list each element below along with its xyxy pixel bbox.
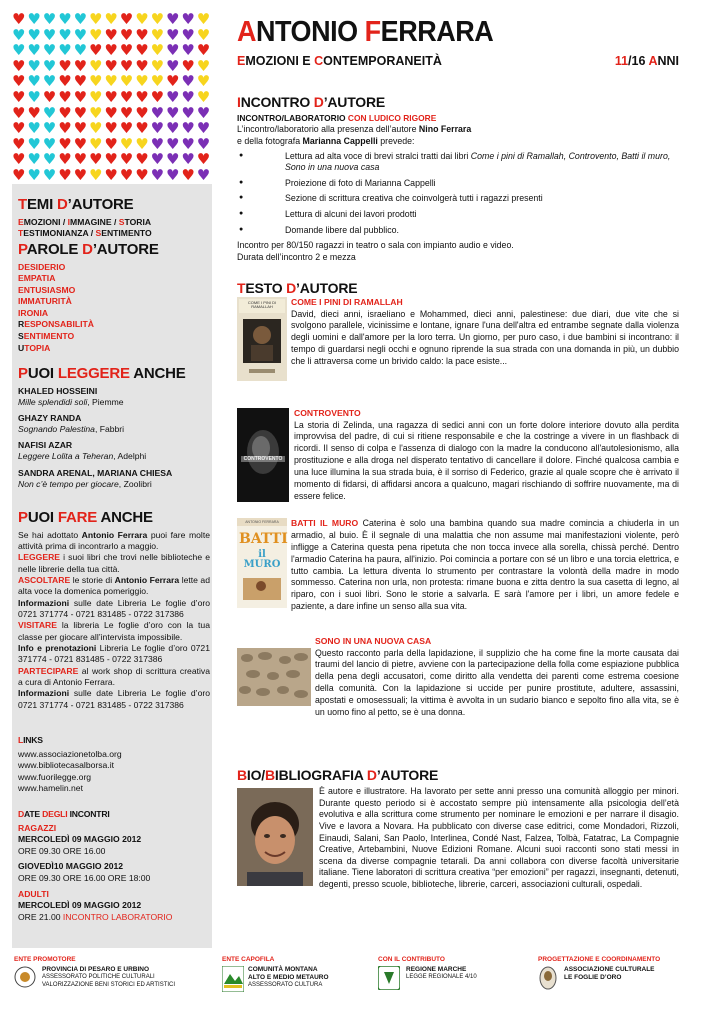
fare-heading: PUOI FARE ANCHE	[18, 509, 153, 526]
parole-heading: PAROLE D’AUTORE	[18, 241, 159, 258]
heart-icon: ♥	[73, 72, 88, 91]
cover-text: COME I PINI DI RAMALLAH	[247, 300, 277, 310]
footer-sub: ASSESSORATO POLITICHE CULTURALI	[42, 974, 155, 981]
heart-icon: ♥	[150, 41, 165, 60]
heart-icon: ♥	[119, 103, 134, 122]
book-description: Questo racconto parla della lapidazione, il supplizio che ha come fine la morte causata dai traumi del lancio di pietre, avviene con la partecipazione della folla come espiazione pubblica della pena degli accusatori, come diritto alla vendetta dei parenti come estrema coesione della comunità. Con la lapidazione si uccide per punire prostitute, adultere, assassini, apostati e omosessuali; la vittima è avvolta in un sudario bianco e sepolto fino alla vita, se è un uomo fino al petto, se è una donna.	[315, 647, 679, 717]
list-item: ● Domande libere dal pubblico.	[237, 225, 679, 237]
heart-icon: ♥	[196, 150, 211, 169]
fare-paragraph: VISITARE la libreria Le foglie d’oro con la tua classe per giocare all’intervista impossibile.	[18, 620, 210, 642]
book-block-nuova-casa	[237, 636, 679, 726]
heart-icon: ♥	[119, 12, 134, 28]
heart-icon: ♥	[12, 150, 26, 169]
heart-icon: ♥	[196, 12, 211, 28]
book-description: David, dieci anni, israeliano e Mohammed, dieci anni, palestinese: due diari, due vite che si svolgono parallele, vicinissime e lontane, ignare l'una dell'altra ed entrambe segnate dalla violenza degli uomini e dall'amore per la loro terra. Un giorno, per puro caso, i due bambini si incontrano: il tempo di guardarsi negli occhi e ognuno riprende la sua strada con una domanda in più, un dubbio che li attraversa come un brivido caldo: la pace esiste...	[291, 308, 679, 367]
footer-contributo	[378, 956, 528, 981]
book-description: La storia di Zelinda, una ragazza di sedici anni con un forte dolore interiore dovuto alla perdita improvvisa del padre, di cui si ritiene responsabile e che la costringe a vivere in un flashback di ricordi. Il senso di colpa e l'assenza di dialogo con la madre la conducono all'autolesionismo, alla prostituzione e alla droga nel disperato tentativo di cancellare il dolore. Finché qualcosa cambia e una luce illumina la sua strada buia, è il sorriso di Federico, grazie al quale scopre che è arrivato il momento di fidarsi, di affidarsi ancora a qualcuno, magari rischiando di soffrire nuovamente, ma di essere felice.	[294, 419, 679, 501]
heart-icon: ♥	[73, 25, 88, 44]
heart-icon: ♥	[58, 150, 72, 169]
date-heading: DATE DEGLI INCONTRI	[18, 809, 110, 819]
heart-icon: ♥	[119, 119, 134, 138]
sidebar	[12, 12, 212, 948]
fare-paragraph: ASCOLTARE le storie di Antonio Ferrara lette ad alta voce la domenica pomeriggio.	[18, 574, 210, 597]
heart-icon: ♥	[12, 25, 26, 44]
heart-icon: ♥	[181, 72, 195, 91]
heart-icon: ♥	[12, 12, 26, 28]
heart-icon: ♥	[135, 72, 149, 91]
heart-icon: ♥	[27, 103, 41, 122]
heart-icon: ♥	[27, 134, 41, 153]
comunita-logo-icon	[222, 966, 244, 992]
link-item[interactable]: www.hamelin.net	[18, 783, 83, 794]
incontro-heading: INCONTRO D’AUTORE	[237, 94, 386, 110]
date-group-adulti: ADULTI	[18, 888, 49, 899]
heart-icon: ♥	[166, 134, 180, 153]
heart-icon: ♥	[73, 41, 88, 60]
heart-icon: ♥	[104, 41, 118, 60]
footer-name: ALTO E MEDIO METAURO	[248, 974, 329, 982]
footer-sub: VALORIZZAZIONE BENI STORICI ED ARTISTICI	[42, 981, 176, 988]
heart-icon: ♥	[135, 119, 149, 138]
book-title: COME I PINI DI RAMALLAH	[291, 297, 403, 307]
page-subtitle: EMOZIONI E CONTEMPORANEITÀ 11/16 ANNI	[237, 54, 679, 68]
heart-icon: ♥	[58, 103, 72, 122]
parola-item: RESPONSABILITÀ	[18, 319, 94, 330]
heart-icon: ♥	[150, 72, 165, 91]
book-block-controvento	[237, 408, 679, 508]
heart-icon: ♥	[73, 150, 88, 169]
heart-icon: ♥	[181, 12, 195, 28]
heart-icon: ♥	[12, 56, 26, 75]
heart-icon: ♥	[104, 119, 118, 138]
book-cover-controvento	[237, 408, 289, 502]
heart-icon: ♥	[135, 150, 149, 169]
heart-icon: ♥	[89, 72, 103, 91]
footer-name: LE FOGLIE D’ORO	[564, 974, 622, 982]
heart-icon: ♥	[150, 134, 165, 153]
leggere-heading: PUOI LEGGERE ANCHE	[18, 365, 186, 382]
incontro-duration: Durata dell’incontro 2 e mezza	[237, 251, 356, 262]
incontro-subheading: INCONTRO/LABORATORIO CON LUDICO RIGORE	[237, 113, 437, 124]
leggere-section	[18, 364, 210, 495]
heart-icon: ♥	[135, 88, 149, 106]
heart-icon: ♥	[12, 103, 26, 122]
fare-paragraph: PARTECIPARE al work shop di scrittura creativa a cura di Antonio Ferrara.	[18, 665, 210, 687]
heart-icon: ♥	[42, 12, 57, 28]
heart-icon: ♥	[166, 56, 180, 75]
testo-heading: TESTO D’AUTORE	[237, 280, 358, 296]
heart-icon: ♥	[135, 25, 149, 44]
links-section	[18, 735, 210, 795]
date-day: GIOVEDÌ10 MAGGIO 2012	[18, 861, 124, 872]
heart-icon: ♥	[42, 150, 57, 169]
heart-icon: ♥	[119, 72, 134, 91]
heart-icon: ♥	[58, 25, 72, 44]
book-block-batti	[237, 518, 679, 618]
footer-sub: LEGGE REGIONALE 4/10	[406, 974, 477, 981]
parola-item: EMPATIA	[18, 273, 56, 284]
temi-section	[18, 195, 210, 240]
heart-icon: ♥	[58, 41, 72, 60]
cover-title-2: il MURO	[243, 549, 281, 570]
heart-icon: ♥	[181, 56, 195, 75]
book-item: GHAZY RANDA Sognando Palestina, Fabbri	[18, 412, 125, 435]
book-title: CONTROVENTO	[294, 408, 361, 418]
footer-sub: ASSESSORATO CULTURA	[248, 982, 323, 989]
heart-icon: ♥	[42, 56, 57, 75]
heart-icon: ♥	[150, 56, 165, 75]
heart-icon: ♥	[104, 88, 118, 106]
heart-icon: ♥	[27, 12, 41, 28]
heart-icon: ♥	[58, 72, 72, 91]
hearts-pattern	[12, 12, 212, 184]
heart-icon: ♥	[42, 25, 57, 44]
heart-icon: ♥	[73, 12, 88, 28]
heart-icon: ♥	[196, 72, 211, 91]
footer-promotore	[14, 956, 214, 988]
incontro-intro: L’incontro/laboratorio alla presenza dell’autore Nino Ferrara	[237, 124, 472, 135]
fare-paragraph: LEGGERE i suoi libri che trovi nelle biblioteche e nelle librerie della tua città.	[18, 552, 210, 574]
heart-icon: ♥	[42, 103, 57, 122]
book-text	[315, 636, 679, 719]
bio-heading: BIO/BIBLIOGRAFIA D’AUTORE	[237, 767, 439, 783]
heart-icon: ♥	[12, 134, 26, 153]
heart-icon: ♥	[73, 56, 88, 75]
heart-icon: ♥	[89, 88, 103, 106]
book-title: BATTI IL MURO	[291, 518, 359, 528]
heart-icon: ♥	[181, 119, 195, 138]
heart-icon: ♥	[58, 166, 72, 184]
heart-icon: ♥	[104, 134, 118, 153]
bio-section	[237, 766, 679, 891]
heart-icon: ♥	[89, 25, 103, 44]
author-photo	[237, 788, 313, 886]
age-range: 11/16 ANNI	[614, 54, 679, 68]
incontro-list	[237, 151, 679, 237]
footer-name: PROVINCIA DI PESARO E URBINO	[42, 966, 150, 973]
footer-capofila	[222, 956, 372, 989]
heart-icon: ♥	[119, 134, 134, 153]
footer-name: REGIONE MARCHE	[406, 966, 467, 973]
heart-icon: ♥	[89, 12, 103, 28]
heart-icon: ♥	[12, 41, 26, 60]
heart-icon: ♥	[42, 119, 57, 138]
heart-icon: ♥	[42, 88, 57, 106]
heart-icon: ♥	[181, 41, 195, 60]
heart-icon: ♥	[58, 88, 72, 106]
heart-icon: ♥	[196, 25, 211, 44]
heart-icon: ♥	[27, 150, 41, 169]
heart-icon: ♥	[166, 72, 180, 91]
link-item[interactable]: www.bibliotecasalborsa.it	[18, 760, 115, 771]
parola-item: IMMATURITÀ	[18, 296, 72, 307]
heart-icon: ♥	[104, 103, 118, 122]
heart-icon: ♥	[166, 41, 180, 60]
heart-icon: ♥	[42, 41, 57, 60]
footer-heading: ENTE CAPOFILA	[222, 956, 275, 963]
heart-icon: ♥	[27, 25, 41, 44]
heart-icon: ♥	[27, 56, 41, 75]
temi-heading: TEMI D’AUTORE	[18, 196, 134, 213]
heart-icon: ♥	[58, 119, 72, 138]
heart-icon: ♥	[196, 41, 211, 60]
heart-icon: ♥	[42, 166, 57, 184]
heart-icon: ♥	[27, 41, 41, 60]
list-item: ● Lettura di alcuni dei lavori prodotti	[237, 209, 679, 221]
heart-icon: ♥	[27, 88, 41, 106]
heart-icon: ♥	[27, 166, 41, 184]
heart-icon: ♥	[150, 119, 165, 138]
heart-icon: ♥	[42, 134, 57, 153]
heart-icon: ♥	[135, 56, 149, 75]
book-image-stones	[237, 648, 311, 706]
heart-icon: ♥	[166, 103, 180, 122]
parola-item: IRONIA	[18, 307, 49, 318]
header	[237, 18, 679, 69]
heart-icon: ♥	[166, 12, 180, 28]
heart-icon: ♥	[12, 119, 26, 138]
heart-icon: ♥	[150, 103, 165, 122]
heart-icon: ♥	[196, 119, 211, 138]
incontro-section	[237, 93, 679, 263]
date-times: ORE 21.00 INCONTRO LABORATORIO	[18, 911, 173, 922]
footer-heading: PROGETTAZIONE E COORDINAMENTO	[538, 956, 661, 963]
fare-section	[18, 508, 210, 711]
footer	[0, 956, 725, 1024]
incontro-intro-2: e della fotografa Marianna Cappelli prevede:	[237, 135, 415, 146]
heart-icon: ♥	[150, 150, 165, 169]
book-block-ramallah	[237, 297, 679, 389]
foglie-logo-icon	[538, 966, 558, 990]
footer-heading: CON IL CONTRIBUTO	[378, 956, 445, 963]
heart-icon: ♥	[89, 103, 103, 122]
heart-icon: ♥	[196, 88, 211, 106]
parola-item: DESIDERIO	[18, 261, 66, 272]
province-logo-icon	[14, 966, 36, 988]
heart-icon: ♥	[89, 150, 103, 169]
heart-icon: ♥	[104, 166, 118, 184]
heart-icon: ♥	[27, 72, 41, 91]
book-item: KHALED HOSSEINI Mille splendidi soli, Piemme	[18, 385, 124, 407]
heart-icon: ♥	[166, 150, 180, 169]
heart-icon: ♥	[104, 72, 118, 91]
heart-icon: ♥	[119, 166, 134, 184]
heart-icon: ♥	[196, 166, 211, 184]
heart-icon: ♥	[73, 134, 88, 153]
list-item: ● Proiezione di foto di Marianna Cappelli	[237, 178, 679, 190]
date-group-ragazzi: RAGAZZI	[18, 822, 57, 833]
date-times: ORE 09.30 ORE 16.00	[18, 845, 106, 856]
list-item: ● Lettura ad alta voce di brevi stralci tratti dai libri Come i pini di Ramallah, Controvento, Batti il muro, Sono in una nuova casa	[237, 151, 679, 174]
regione-logo-icon	[378, 966, 400, 990]
book-title: SONO IN UNA NUOVA CASA	[315, 636, 432, 646]
heart-icon: ♥	[166, 25, 180, 44]
heart-icon: ♥	[135, 134, 149, 153]
footer-heading: ENTE PROMOTORE	[14, 956, 76, 963]
heart-icon: ♥	[58, 56, 72, 75]
heart-icon: ♥	[150, 88, 165, 106]
parola-item: SENTIMENTO	[18, 331, 75, 342]
heart-icon: ♥	[27, 119, 41, 138]
heart-icon: ♥	[181, 25, 195, 44]
temi-line-1: EMOZIONI / IMMAGINE / STORIA	[18, 216, 152, 227]
heart-icon: ♥	[181, 88, 195, 106]
heart-icon: ♥	[12, 88, 26, 106]
bio-text: È autore e illustratore. Ha lavorato per sette anni presso una comunità alloggio per minori. Durante questo periodo si è accostato sempre più intensamente alla psicologia dell’età evolutiva e alla scrittura come strumento per nominare le emozioni e per narrare il disagio. Vive e lavora a Novara. Ha pubblicato con diverse case editrici, come Mondadori, Rizzoli, Einaudi, Salani, San Paolo, Interlinea, Condé Nast, Falzea, Tolbà, Fatatrac, La Compagnie Creative, Artebambini, Nuove Edizioni Romane. Alcuni suoi racconti sono stati messi in scena da diverse compagnie tetarali. Da anni collabora con diverse facoltà universitarie italiane. Tiene laboratori di scrittura creativa “per emozioni” per ragazzi, insegnanti, detenuti, degenti, presso scuole, biblioteche, librerie, carceri, associazioni culturali, ospedali.	[319, 786, 679, 890]
heart-icon: ♥	[150, 25, 165, 44]
heart-icon: ♥	[119, 25, 134, 44]
book-description: Caterina è solo una bambina quando sua madre comincia a chiuderla in un armadio, al buio. È il segnale di una malattia che non assume mai manifestazioni violente, però infligge a Caterina questa pena ripetuta che non tocca invece alla sorella, chissà perché. Dentro l'armadio Caterina ha paura, all'inizio. Poi comincia a portare con sé un libro e una torcia elettrica, e tutto cambia. La lettura diventa lo strumento per contrastare la volontà della madre in modo sommesso. Caterina non urla, non protesta: rimane buona e zitta dentro la sua casetta di legno, al riparo, con i suoi libri. Sono le storie a salvarla. E sarà l'amore per i libri, un amore fedele e paziente, a dare infine un senso alla sua vita.	[291, 518, 679, 612]
fare-paragraph: Informazioni sulle date Libreria Le foglie d’oro 0721 371774 - 0721 831485 - 0722 317386	[18, 688, 210, 710]
heart-icon: ♥	[181, 166, 195, 184]
heart-icon: ♥	[89, 134, 103, 153]
heart-icon: ♥	[196, 103, 211, 122]
footer-coordinamento	[538, 956, 718, 982]
heart-icon: ♥	[135, 12, 149, 28]
links-heading: LINKS	[18, 735, 43, 745]
cover-text: CONTROVENTO	[243, 456, 283, 462]
link-item[interactable]: www.fuorilegge.org	[18, 771, 92, 782]
heart-icon: ♥	[150, 12, 165, 28]
book-item: SANDRA ARENAL, MARIANA CHIESA Non c’è tempo per giocare, Zoolibri	[18, 467, 173, 489]
heart-icon: ♥	[12, 166, 26, 184]
heart-icon: ♥	[104, 25, 118, 44]
parole-list	[18, 262, 210, 355]
footer-name: ASSOCIAZIONE CULTURALE	[564, 966, 655, 973]
date-day: MERCOLEDÌ 09 MAGGIO 2012	[18, 900, 142, 911]
heart-icon: ♥	[196, 134, 211, 153]
heart-icon: ♥	[73, 103, 88, 122]
parola-item: ENTUSIASMO	[18, 284, 76, 295]
link-item[interactable]: www.associazionetolba.org	[18, 748, 122, 759]
heart-icon: ♥	[181, 134, 195, 153]
heart-icon: ♥	[89, 41, 103, 60]
cover-author: ANTONIO FERRARA	[245, 520, 279, 524]
fare-paragraph: Se hai adottato Antonio Ferrara puoi fare molte attività prima di incontrarlo a maggio.	[18, 529, 210, 551]
date-times: ORE 09.30 ORE 16.00 ORE 18:00	[18, 872, 151, 883]
heart-icon: ♥	[166, 119, 180, 138]
heart-icon: ♥	[119, 41, 134, 60]
heart-icon: ♥	[73, 88, 88, 106]
heart-icon: ♥	[104, 150, 118, 169]
heart-icon: ♥	[166, 88, 180, 106]
book-text	[291, 297, 679, 368]
heart-icon: ♥	[196, 56, 211, 75]
book-item: NAFISI AZAR Leggere Lolita a Teheran, Adelphi	[18, 440, 147, 462]
parole-section	[18, 240, 210, 354]
heart-icon: ♥	[166, 166, 180, 184]
heart-icon: ♥	[119, 56, 134, 75]
heart-icon: ♥	[181, 150, 195, 169]
parola-item: UTOPIA	[18, 342, 51, 353]
heart-icon: ♥	[73, 166, 88, 184]
heart-icon: ♥	[135, 166, 149, 184]
heart-icon: ♥	[73, 119, 88, 138]
heart-icon: ♥	[12, 72, 26, 91]
date-day: MERCOLEDÌ 09 MAGGIO 2012	[18, 834, 142, 845]
heart-icon: ♥	[89, 56, 103, 75]
heart-icon: ♥	[89, 119, 103, 138]
incontro-note: Incontro per 80/150 ragazzi in teatro o sala con impianto audio e video.	[237, 240, 514, 251]
date-section	[18, 809, 210, 923]
list-item: ● Sezione di scrittura creativa che coinvolgerà tutti i ragazzi presenti	[237, 193, 679, 205]
heart-icon: ♥	[119, 150, 134, 169]
heart-icon: ♥	[150, 166, 165, 184]
heart-icon: ♥	[104, 12, 118, 28]
temi-line-2: TESTIMONIANZA / SENTIMENTO	[18, 228, 152, 239]
heart-icon: ♥	[181, 103, 195, 122]
heart-icon: ♥	[58, 134, 72, 153]
heart-icon: ♥	[119, 88, 134, 106]
footer-name: COMUNITÀ MONTANA	[248, 966, 318, 973]
book-text	[294, 408, 679, 503]
heart-icon: ♥	[42, 72, 57, 91]
heart-icon: ♥	[135, 103, 149, 122]
heart-icon: ♥	[104, 56, 118, 75]
heart-icon: ♥	[58, 12, 72, 28]
book-text	[291, 518, 679, 613]
page-title: ANTONIO FERRARA	[237, 16, 494, 48]
fare-paragraph: Informazioni sulle date Libreria Le foglie d’oro 0721 371774 - 0721 831485 - 0722 317386	[18, 597, 210, 619]
heart-icon: ♥	[89, 166, 103, 184]
heart-icon: ♥	[135, 41, 149, 60]
cover-title: BATTI	[239, 531, 288, 547]
fare-paragraph: Info e prenotazioni Libreria Le foglie d’oro 0721 371774 - 0721 831485 - 0722 317386	[18, 642, 210, 665]
